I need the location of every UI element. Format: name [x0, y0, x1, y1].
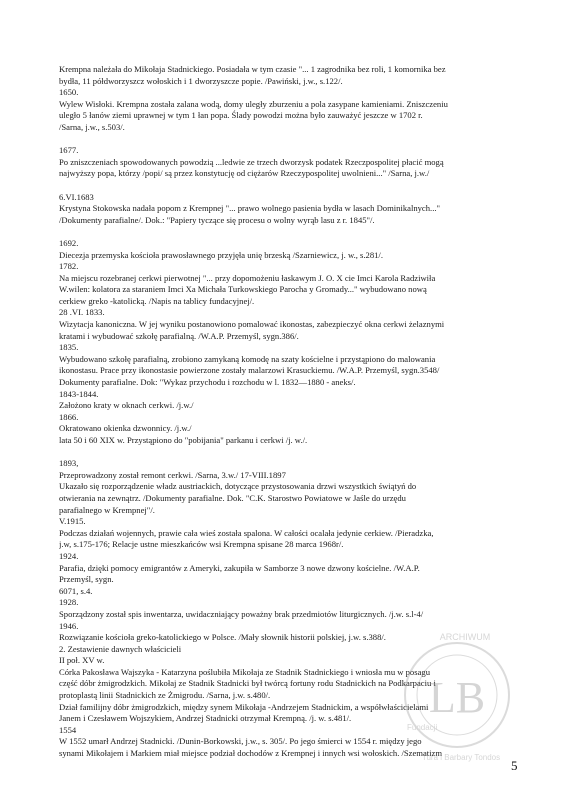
- text-line: V.1915.: [59, 516, 86, 527]
- paragraph-gap: [59, 447, 517, 459]
- text-line: Podczas działań wojennych, prawie cała wieś została spalona. W całości ocalała jedynie cerkiew. /Pieradzka,: [59, 527, 434, 538]
- text-line: 6.VI.1683: [59, 191, 94, 202]
- text-line: uległo 5 łanów ziemi uprawnej w tym 1 łan popa. Ślady powodzi można było zauważyć jeszcze w 1702 r.: [59, 110, 423, 121]
- text-line: 1650.: [59, 87, 79, 98]
- text-line: 1835.: [59, 342, 79, 353]
- text-line: /Dokumenty parafialne/. Dok.: "Papiery tyczące się procesu o wolny wyrąb lasu z r. 1845"/.: [59, 214, 375, 225]
- text-line: 6071, s.4.: [59, 585, 93, 596]
- text-line: cerkiew greko -katolicką. /Napis na tablicy fundacyjnej/.: [59, 295, 255, 306]
- text-line: 1677.: [59, 145, 79, 156]
- text-line: 1866.: [59, 411, 79, 422]
- text-line: Sporządzony został spis inwentarza, uwidaczniający poważny brak przedmiotów liturgicznych. /j.w. s.l-4/: [59, 608, 424, 619]
- stamp-text-side: Fundacji: [407, 723, 438, 732]
- stamp-text-bottom: Tura i Barbary Tondos: [421, 753, 501, 762]
- paragraph-gap: [59, 226, 517, 238]
- text-line: Dział familijny dóbr żmigrodzkich, między synem Mikołaja -Andrzejem Stadnickim, a współwłaścicielami: [59, 701, 429, 712]
- text-line: Na miejscu rozebranej cerkwi pierwotnej "... przy dopomożeniu łaskawym J. O. X cie Imci Karola Radziwiła: [59, 272, 436, 283]
- text-line: Córka Pakosława Wajszyka - Katarzyna poślubiła Mikołaja ze Stadnik Stadnickiego i wniosła mu w posagu: [59, 666, 430, 677]
- text-line: 1554: [59, 724, 77, 735]
- text-line: bydła, 11 półdworzyszcz wołoskich i 1 dworzyszcze popie. /Pawiński, j.w., s.122/.: [59, 75, 343, 86]
- text-line: otwierania na zewnątrz. /Dokumenty parafialne. Dok. "C.K. Starostwo Powiatowe w Jaśle do urzędu: [59, 492, 406, 503]
- text-line: 1924.: [59, 550, 79, 561]
- text-line: W.wilen: kolatora za staraniem Imci Xa Michała Turkowskiego Parocha y Gromady..." wybudowano nową: [59, 284, 427, 295]
- text-line: synami Mikołajem i Markiem miał miejsce podział dochodów z Krempnej i innych wsi wołoskich. /Szematizm: [59, 748, 443, 759]
- text-line: 1782.: [59, 261, 79, 272]
- text-line: II poł. XV w.: [59, 655, 105, 666]
- text-line: Rozwiązanie kościoła greko-katolickiego w Polsce. /Mały słownik historii polskiej, j.w. s.388/.: [59, 632, 386, 643]
- text-line: Okratowano okienka dzwonnicy. /j.w./: [59, 423, 192, 434]
- text-line: Przemyśl, sygn.: [59, 574, 114, 585]
- text-line: 1928.: [59, 597, 79, 608]
- stamp-text-top: ARCHIWUM: [439, 632, 491, 642]
- text-line: Krystyna Stokowska nadała popom z Krempnej "... prawo wolnego pasienia bydła w lasach Dominikalnych...": [59, 203, 440, 214]
- text-line: lata 50 i 60 XIX w. Przystąpiono do "pobijania" parkanu i cerkwi /j. w./.: [59, 435, 308, 445]
- text-line: Przeprowadzony został remont cerkwi. /Sarna, 3.w./ 17-VIII.1897: [59, 469, 286, 480]
- text-line: Janem i Czesławem Wojszykiem, Andrzej Stadnicki otrzymał Krempną. /j. w. s.481/.: [59, 713, 352, 724]
- text-line: Założono kraty w oknach cerkwi. /j.w./: [59, 400, 194, 411]
- stamp-monogram: LB: [428, 673, 486, 722]
- page-number: 5: [511, 758, 518, 773]
- text-line: Krempna należała do Mikołaja Stadnickiego. Posiadała w tym czasie "... 1 zagrodnika bez roli, 1 komornika bez: [59, 64, 446, 74]
- text-line: 1843-1844.: [59, 388, 99, 399]
- text-line: W 1552 umarł Andrzej Stadnicki. /Dunin-Borkowski, j.w., s. 305/. Po jego śmierci w 1554 r. między jego: [59, 736, 422, 747]
- text-line: Wybudowano szkołę parafialną, zrobiono zamykaną komodę na szaty kościelne i przystąpiono do malowania: [59, 353, 436, 364]
- text-line: najwyższy popa, którzy /popi/ są przez konstytucję od ciężarów Rzeczypospolitej uwolnieni..." /Sarna, j.w./: [59, 168, 430, 179]
- text-line: protoplastą linii Stadnickich ze Żmigrodu. /Sarna, j.w. s.480/.: [59, 690, 271, 701]
- text-line: 2. Zestawienie dawnych właścicieli: [59, 643, 182, 654]
- text-line: Po zniszczeniach spowodowanych powodzią ...ledwie ze trzech dworzysk podatek Rzeczpospolitej płacić mogą: [59, 156, 444, 167]
- text-line: 1692.: [59, 237, 79, 248]
- text-line: Parafia, dzięki pomocy emigrantów z Ameryki, zakupiła w Samborze 3 nowe dzwony kościelne. /W.A.P.: [59, 562, 420, 573]
- text-line: Ukazało się rozporządzenie władz austriackich, dotyczące przystosowania drzwi wszystkich świątyń do: [59, 481, 417, 492]
- paragraph-gap: [59, 180, 517, 192]
- text-line: Wylew Wisłoki. Krempna została zalana wodą, domy uległy zburzeniu a pola zasypane kamieniami. Zniszczeniu: [59, 98, 448, 109]
- text-line: /Sarna, j.w., s.503/.: [59, 121, 125, 132]
- text-line: Diecezja przemyska kościoła prawosławnego przyjęła unię brzeską /Szarniewicz, j. w., s.281/.: [59, 249, 383, 260]
- text-line: 28 .VI. 1833.: [59, 307, 105, 318]
- text-line: j.w, s.175-176; Relacje ustne mieszkańców wsi Krempna spisane 28 marca 1968r/.: [59, 539, 344, 550]
- text-line: Wizytacja kanoniczna. W jej wyniku postanowiono pomalować ikonostas, zabezpieczyć okna cerkwi żelaznymi: [59, 319, 445, 330]
- text-line: ikonostasu. Prace przy ikonostasie powierzone zostały malarzowi Krasuckiemu. /W.A.P. Przemyśl, sygn.3548/: [59, 365, 440, 376]
- text-line: część dóbr żmigrodzkich. Mikołaj ze Stadnik Stadnicki był twórcą fortuny rodu Stadnickich na Podkarpaciu i: [59, 678, 436, 689]
- text-line: parafialnego w Krempnej"/.: [59, 504, 155, 515]
- text-line: kratami i wybudować szkołę parafialną. /W.A.P. Przemyśl, sygn.386/.: [59, 330, 299, 341]
- paragraph-gap: [59, 134, 517, 146]
- text-line: 1946.: [59, 620, 79, 631]
- text-line: Dokumenty parafialne. Dok: "Wykaz przychodu i rozchodu w l. 1832—1880 - aneks/.: [59, 377, 356, 388]
- archive-stamp: [395, 620, 515, 770]
- text-line: 1893,: [59, 458, 79, 469]
